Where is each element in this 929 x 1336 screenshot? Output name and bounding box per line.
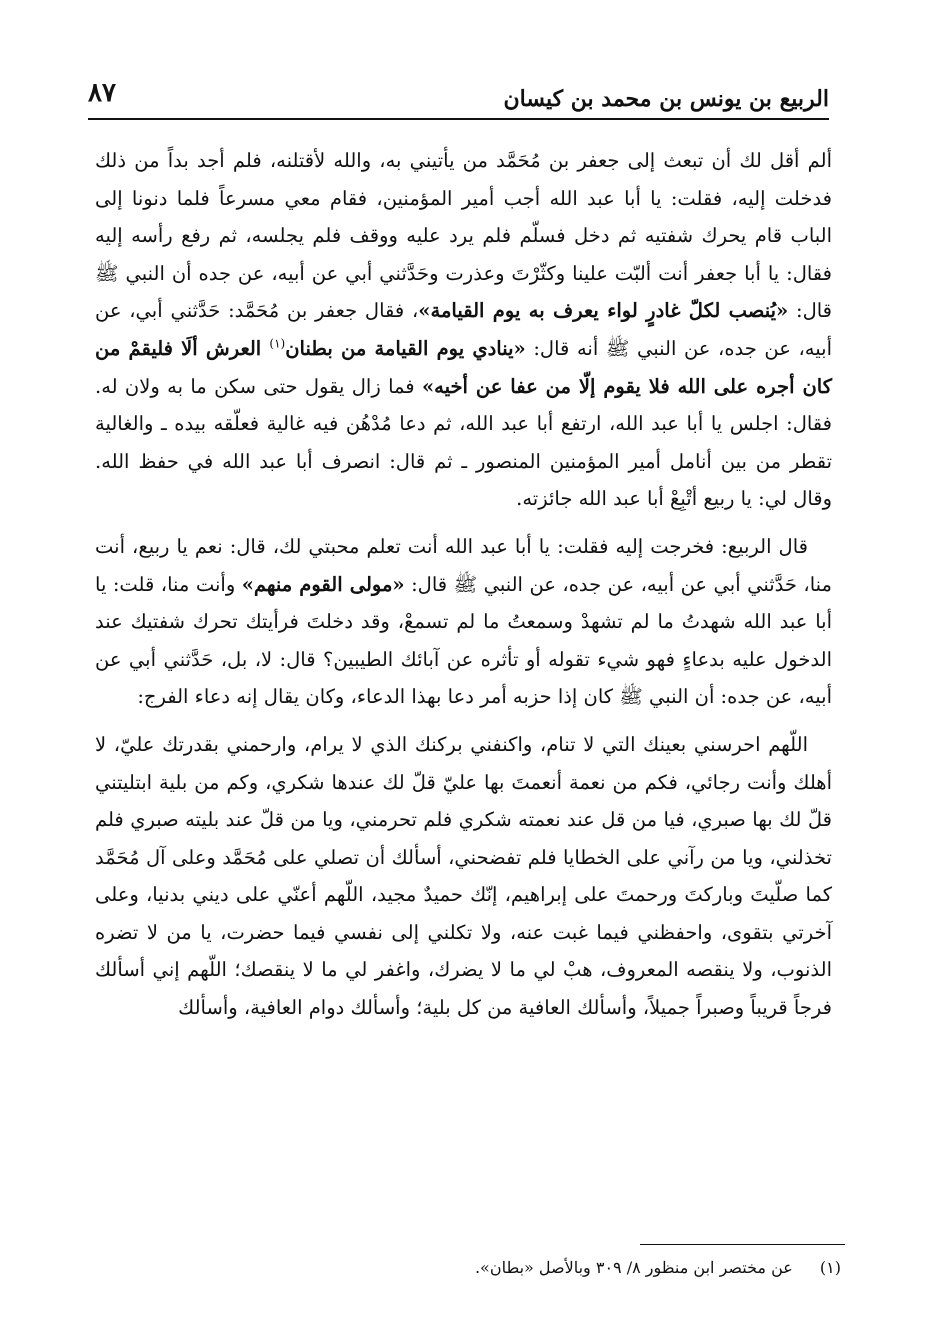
page-number: ٨٧ — [88, 78, 116, 108]
footnote-divider — [640, 1244, 845, 1245]
text-run: ألم أقل لك أن تبعث إلى جعفر بن مُحَمَّد من يأتيني به، والله لأقتلنه، فلم أجد بداً من ذلك فدخلت إليه، فقلت: يا أبا عبد الله أجب أمير المؤمنين، فقام معي مسرعاً فلما دنونا إلى الباب قام يحرك شفتيه ثم دخل فسلّم فلم يرد عليه ووقف فلم يجلسه، ثم رفع رأسه إليه فقال: يا أبا جعفر أنت ألبّت علينا وكثّرْتَ وعذرت وحَدَّثني أبي عن أبيه، عن جده أن النبي ﷺ قال: — [95, 149, 833, 323]
hadith-quote: «يُنصب لكلّ غادرٍ لواء يعرف به يوم القيامة» — [418, 299, 789, 323]
text-run: ، فقال جعفر بن مُحَمَّد: حَدَّثني أبي، عن أبيه، عن جده، عن النبي ﷺ أنه قال: — [95, 299, 832, 360]
body-text — [95, 142, 832, 1027]
text-run: وأنت منا، قلت: يا أبا عبد الله شهدتُ ما لم تشهدْ وسمعتُ ما لم تسمعْ، وقد دخلتَ فرأيتك تحرك شفتيك عند الدخول عليه بدعاءٍ فهو شيء تقوله أو تأثره عن آبائك الطيبين؟ قال: لا، بل، حَدَّثني أبي عن أبيه، عن جده: أن النبي ﷺ كان إذا حزبه أمر دعا بهذا الدعاء، وكان يقال إنه دعاء الفرج: — [95, 572, 832, 709]
text-run: فما زال يقول حتى سكن ما به ولان له. فقال: اجلس يا أبا عبد الله، ارتفع أبا عبد الله، ثم دعا مُدْهُن فيه غالية فعلّقه بيده ـ والغالية تقطر من بين أنامل أمير المؤمنين المنصور ـ ثم قال: انصرف أبا عبد الله في حفظ الله. وقال لي: يا ربيع أتْبِعْ أبا عبد الله جائزته. — [95, 374, 832, 511]
header-divider — [88, 118, 829, 120]
hadith-quote: «ينادي يوم القيامة من بطنان — [285, 336, 526, 360]
text-run: قال الربيع: فخرجت إليه فقلت: يا أبا عبد الله أنت تعلم محبتي لك، قال: نعم يا ربيع، أنت منا، حَدَّثني أبي عن أبيه، عن جده، عن النبي ﷺ قال: — [95, 534, 832, 596]
footnote-text: عن مختصر ابن منظور ٨/ ٣٠٩ وبالأصل «بطان». — [474, 1258, 793, 1277]
paragraph — [95, 528, 832, 716]
footnote-marker: (١) — [819, 1258, 841, 1277]
hadith-quote: العرش ألَا فليقمْ من كان أجره على الله فلا يقوم إلّا من عفا عن أخيه» — [95, 336, 832, 398]
hadith-quote: «مولى القوم منهم» — [241, 572, 405, 596]
running-title: الربيع بن يونس بن محمد بن كيسان — [503, 86, 829, 112]
text-run: اللّهم احرسني بعينك التي لا تنام، واكنفني بركنك الذي لا يرام، وارحمني بقدرتك عليّ، لا أهلك وأنت رجائي، فكم من نعمة أنعمتَ بها عليّ قلّ لك عندها شكري، وكم من بلية ابتليتني قلّ لك بها صبري، فيا من قل عند نعمته شكري فلم تحرمني، ويا من قلّ عند بليته صبري فلم تخذلني، ويا من رآني على الخطايا فلم تفضحني، أسألك أن تصلي على مُحَمَّد وعلى آل مُحَمَّد كما صلّيتَ وباركتَ ورحمتَ على إبراهيم، إنّك حميدٌ مجيد، اللّهم أعنّي على ديني بدنيا، وعلى آخرتي بتقوى، واحفظني فيما غبت عنه، ولا تكلني إلى نفسي فيما حضرت، يا من لا تضره الذنوب، ولا ينقصه المعروف، هبْ لي ما لا يضرك، واغفر لي ما لا ينقصك؛ اللّهم إني أسألك فرجاً قريباً وصبراً جميلاً، وأسألك العافية من كل بلية؛ وأسألك دوام العافية، وأسألك — [95, 732, 832, 1020]
paragraph — [95, 726, 832, 1027]
footnote — [475, 1258, 841, 1277]
paragraph — [95, 142, 832, 518]
footnote-reference: (١) — [269, 336, 286, 351]
